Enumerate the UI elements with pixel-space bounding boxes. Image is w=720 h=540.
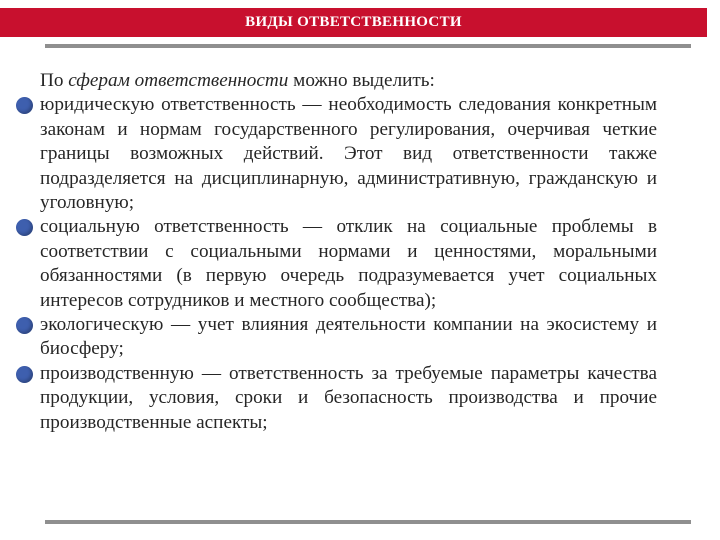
- list-item-text: социальную ответственность — отклик на социальные проблемы в соответствии с социальными нормами и ценностями, моральными обязанностями (в первую очередь подразумевается учет социальных интересов сотрудников и местного сообщества);: [40, 216, 657, 311]
- list-item-social: [40, 215, 657, 313]
- list-item-text: экологическую — учет влияния деятельности компании на экосистему и биосферу;: [40, 314, 657, 360]
- bullet-dot-icon: [16, 219, 33, 236]
- bullet-dot-icon: [16, 366, 33, 383]
- list-item-ecological: [40, 313, 657, 362]
- intro-suffix: можно выделить:: [288, 70, 435, 91]
- intro-line: [40, 69, 657, 93]
- top-divider: [45, 44, 691, 48]
- intro-prefix: По: [40, 70, 69, 91]
- slide-body: [40, 69, 657, 435]
- list-item-text: производственную — ответственность за требуемые параметры качества продукции, условия, сроки и безопасность производства и прочие производственные аспекты;: [40, 362, 657, 433]
- bullet-dot-icon: [16, 317, 33, 334]
- bullet-dot-icon: [16, 97, 33, 114]
- list-item-production: [40, 362, 657, 435]
- page-title: ВИДЫ ОТВЕТСТВЕННОСТИ: [245, 14, 462, 30]
- title-bar: [0, 8, 707, 37]
- list-item-legal: [40, 93, 657, 215]
- bottom-divider: [45, 520, 691, 524]
- list-item-text: юридическую ответственность — необходимость следования конкретным законам и нормам государственного регулирования, очерчивая четкие границы возможных действий. Этот вид ответственности также подразделяется на дисциплинарную, административную, гражданскую и уголовную;: [40, 94, 657, 214]
- intro-emphasis: сферам ответственности: [68, 70, 289, 91]
